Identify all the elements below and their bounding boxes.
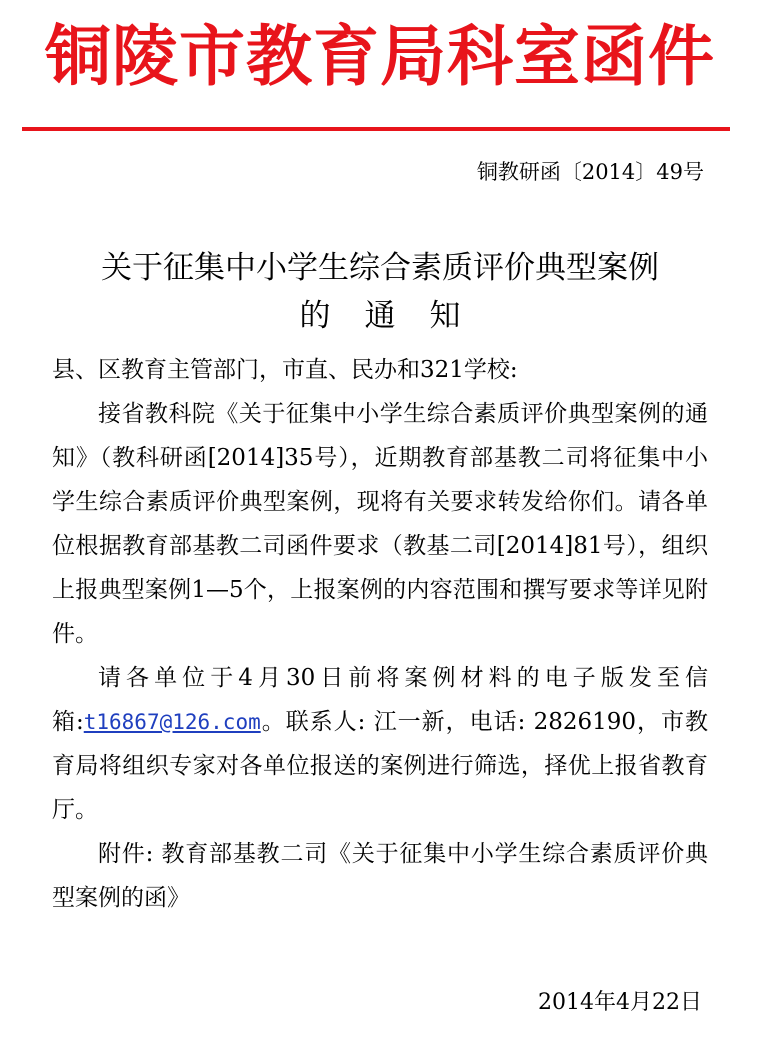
submission-deadline-text: 请各单位于4月30日前将案例材料的电子版发至信箱: [52, 665, 708, 735]
letterhead-red-rule [22, 127, 730, 131]
paragraph-forwarding-request: 接省教科院《关于征集中小学生综合素质评价典型案例的通知》（教科研函[2014]35号），近期教育部基教二司将征集中小学生综合素质评价典型案例，现将有关要求转发给你们。请各单位根据教育部基教二司函件要求（教基二司[2014]81号），组织上报典型案例1—5个，上报案例的内容范围和撰写要求等详见附件。 [52, 401, 708, 647]
document-number: 铜教研函〔2014〕49号 [476, 160, 704, 184]
salutation: 县、区教育主管部门，市直、民办和321学校: [52, 357, 518, 383]
attachment-note: 附件: 教育部基教二司《关于征集中小学生综合素质评价典型案例的函》 [52, 841, 708, 911]
paragraph-submission-details [52, 656, 708, 832]
notice-body [52, 348, 708, 920]
notice-title-line-1: 关于征集中小学生综合素质评价典型案例 [101, 250, 659, 286]
email-link[interactable]: t16867@126.com [83, 710, 261, 734]
notice-title-line-2: 的通知 [299, 298, 495, 334]
contact-info-text: 。联系人: 江一新，电话: 2826190，市教育局将组织专家对各单位报送的案例进行筛选，择优上报省教育厅。 [52, 709, 708, 823]
letterhead-title: 铜陵市教育局科室函件 [45, 17, 715, 95]
issue-date: 2014年4月22日 [538, 990, 702, 1015]
